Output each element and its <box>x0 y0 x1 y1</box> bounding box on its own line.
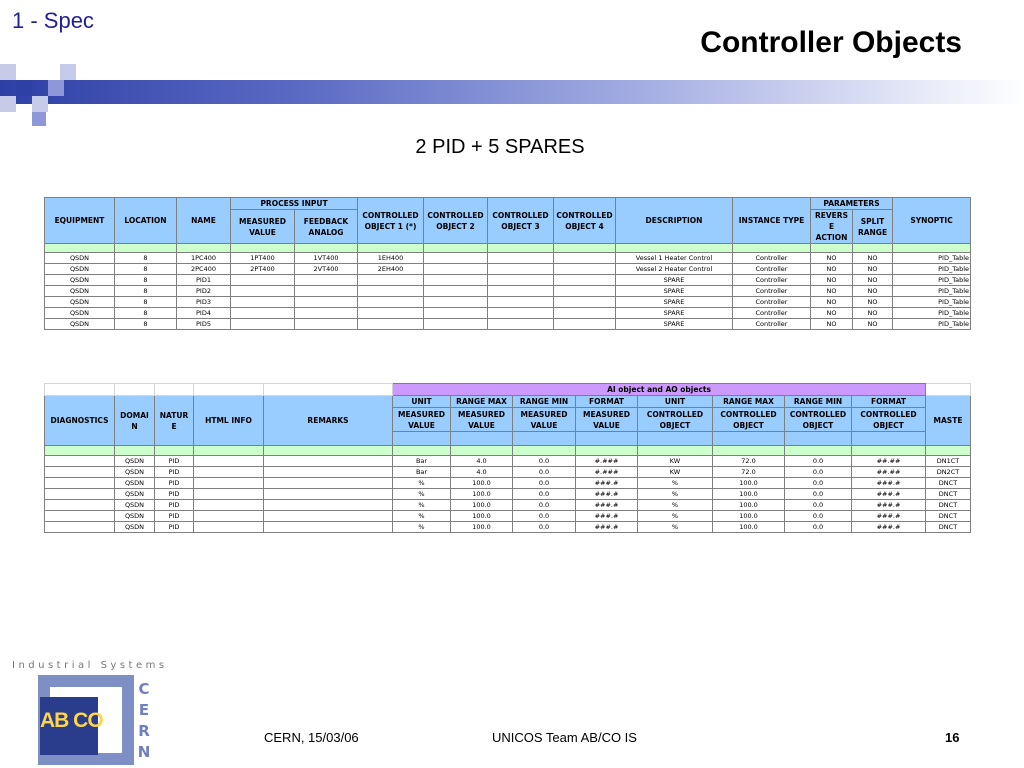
table-cell <box>231 308 295 319</box>
table-cell: 100.0 <box>451 500 513 511</box>
green-separator-row <box>45 244 971 253</box>
header-remarks: REMARKS <box>264 396 393 446</box>
header-controlled-object-2: CONTROLLED OBJECT 2 <box>424 198 488 244</box>
table-cell <box>554 297 616 308</box>
table-cell <box>554 253 616 264</box>
table-cell <box>231 319 295 330</box>
table-cell <box>264 489 393 500</box>
table-cell: SPARE <box>616 308 733 319</box>
table-cell: 100.0 <box>713 522 785 533</box>
table-cell: PID_Table <box>893 253 971 264</box>
table-cell <box>358 275 424 286</box>
controller-objects-table <box>44 197 971 330</box>
table-cell: 100.0 <box>451 522 513 533</box>
table-cell <box>488 297 554 308</box>
table-cell: Vessel 2 Heater Control <box>616 264 733 275</box>
table-row <box>45 286 971 297</box>
table-cell: NO <box>853 286 893 297</box>
table-row <box>45 308 971 319</box>
table-cell: DNCT <box>926 500 971 511</box>
table-cell: SPARE <box>616 297 733 308</box>
table-cell: QSDN <box>115 500 155 511</box>
table-cell: PID2 <box>177 286 231 297</box>
table-cell <box>424 297 488 308</box>
table-cell: % <box>393 500 451 511</box>
table-cell <box>194 511 264 522</box>
table-cell <box>554 308 616 319</box>
table-cell <box>194 467 264 478</box>
table-cell <box>488 275 554 286</box>
table-cell: DNCT <box>926 511 971 522</box>
table-cell: PID <box>155 467 194 478</box>
table-cell: % <box>393 478 451 489</box>
table-cell: 0.0 <box>785 500 852 511</box>
table-cell: Controller <box>733 297 811 308</box>
table-cell <box>488 308 554 319</box>
table-cell: QSDN <box>45 286 115 297</box>
header-diagnostics: DIAGNOSTICS <box>45 396 115 446</box>
table-cell: ###.# <box>576 522 638 533</box>
table-cell: 100.0 <box>451 511 513 522</box>
table-cell: NO <box>811 253 853 264</box>
table-cell: 0.0 <box>785 522 852 533</box>
table-cell: 8 <box>115 275 177 286</box>
table-cell: 2VT400 <box>295 264 358 275</box>
table-cell: PID_Table <box>893 319 971 330</box>
table-cell: Controller <box>733 264 811 275</box>
table-cell <box>45 456 115 467</box>
table-cell: PID4 <box>177 308 231 319</box>
table-row <box>45 319 971 330</box>
header-split-range: SPLIT RANGE <box>853 210 893 244</box>
table-cell <box>358 319 424 330</box>
table-cell: PID1 <box>177 275 231 286</box>
header-range-min-mv: RANGE MIN <box>513 396 576 408</box>
header-unit-mv-sub: MEASURED VALUE <box>393 408 451 432</box>
green-separator-row <box>45 446 971 456</box>
table-cell <box>424 319 488 330</box>
table-cell: NO <box>811 308 853 319</box>
table-cell: DNCT <box>926 489 971 500</box>
header-range-max-co: RANGE MAX <box>713 396 785 408</box>
header-master: MASTE <box>926 396 971 446</box>
table-cell: % <box>638 478 713 489</box>
table-cell: 8 <box>115 264 177 275</box>
table-cell: 0.0 <box>513 489 576 500</box>
table-cell: PID3 <box>177 297 231 308</box>
table-cell: ###.# <box>576 511 638 522</box>
header-format-mv: FORMAT <box>576 396 638 408</box>
table-cell: #.### <box>576 456 638 467</box>
header-controlled-object-4: CONTROLLED OBJECT 4 <box>554 198 616 244</box>
slide-title: Controller Objects <box>700 26 962 59</box>
table-cell: 4.0 <box>451 456 513 467</box>
table-cell: 2PT400 <box>231 264 295 275</box>
table-cell: 0.0 <box>513 500 576 511</box>
table-cell <box>264 467 393 478</box>
table-cell <box>45 489 115 500</box>
table-cell: 100.0 <box>713 511 785 522</box>
table-cell <box>45 478 115 489</box>
table-cell <box>424 264 488 275</box>
table-cell: 8 <box>115 308 177 319</box>
table-cell <box>554 319 616 330</box>
table-cell: DNCT <box>926 522 971 533</box>
table-cell: 4.0 <box>451 467 513 478</box>
table-cell: 0.0 <box>785 489 852 500</box>
table-cell: 8 <box>115 253 177 264</box>
table-cell: ###.# <box>576 489 638 500</box>
table-cell <box>554 286 616 297</box>
header-measured-value: MEASURED VALUE <box>231 210 295 244</box>
table-cell: PID <box>155 478 194 489</box>
table-cell: Controller <box>733 308 811 319</box>
table-cell <box>45 511 115 522</box>
table-cell: Controller <box>733 286 811 297</box>
table-cell: QSDN <box>115 478 155 489</box>
table-row <box>45 522 971 533</box>
header-range-min-co-sub: CONTROLLED OBJECT <box>785 408 852 432</box>
table-row <box>45 297 971 308</box>
table-cell <box>295 319 358 330</box>
table-cell: DN1CT <box>926 456 971 467</box>
table-cell: QSDN <box>115 467 155 478</box>
table-cell <box>358 286 424 297</box>
table-cell <box>358 297 424 308</box>
table-cell: 100.0 <box>451 489 513 500</box>
header-reverse-action: REVERS E ACTION <box>811 210 853 244</box>
table-cell: 8 <box>115 297 177 308</box>
footer-date: CERN, 15/03/06 <box>264 730 359 745</box>
table-cell: Controller <box>733 275 811 286</box>
table-cell: 2EH400 <box>358 264 424 275</box>
table-cell: 1VT400 <box>295 253 358 264</box>
table-cell: ###.# <box>852 478 926 489</box>
table-cell: QSDN <box>45 253 115 264</box>
table-cell: 8 <box>115 286 177 297</box>
table-cell: 72.0 <box>713 467 785 478</box>
table-cell: ###.# <box>852 511 926 522</box>
table-cell: 2PC400 <box>177 264 231 275</box>
table-cell: % <box>638 522 713 533</box>
table-row <box>45 264 971 275</box>
header-description: DESCRIPTION <box>616 198 733 244</box>
industrial-systems-text: Industrial Systems <box>12 660 168 671</box>
table-cell <box>424 275 488 286</box>
table-cell: Bar <box>393 456 451 467</box>
table-cell <box>264 522 393 533</box>
header-unit-co-sub: CONTROLLED OBJECT <box>638 408 713 432</box>
table-cell: NO <box>853 253 893 264</box>
table-cell: NO <box>853 297 893 308</box>
table-cell: 1PT400 <box>231 253 295 264</box>
table-cell <box>424 308 488 319</box>
table-cell <box>424 286 488 297</box>
table-cell: ###.# <box>852 500 926 511</box>
table-cell: QSDN <box>45 264 115 275</box>
table-cell: ##.## <box>852 456 926 467</box>
table-cell <box>488 264 554 275</box>
table-cell: NO <box>811 297 853 308</box>
header-ai-ao-objects: AI object and AO objects <box>393 384 926 396</box>
abco-logo <box>10 675 170 765</box>
header-parameters: PARAMETERS <box>811 198 893 210</box>
header-gradient-band <box>0 80 1024 104</box>
table-cell: 0.0 <box>513 478 576 489</box>
table-cell <box>358 308 424 319</box>
table-cell: SPARE <box>616 319 733 330</box>
table-cell <box>194 522 264 533</box>
table-cell: QSDN <box>45 319 115 330</box>
table-cell: DNCT <box>926 478 971 489</box>
table-cell: ##.## <box>852 467 926 478</box>
section-label: 1 - Spec <box>12 8 94 33</box>
table-row <box>45 500 971 511</box>
table-cell: SPARE <box>616 275 733 286</box>
table-row <box>45 478 971 489</box>
header-process-input: PROCESS INPUT <box>231 198 358 210</box>
table-cell: 0.0 <box>513 456 576 467</box>
table-cell: % <box>638 511 713 522</box>
table-cell: NO <box>811 286 853 297</box>
table-cell: SPARE <box>616 286 733 297</box>
table-cell: ###.# <box>576 500 638 511</box>
table-cell: PID_Table <box>893 286 971 297</box>
table-cell: Controller <box>733 319 811 330</box>
table-cell <box>488 319 554 330</box>
table-cell <box>231 297 295 308</box>
table-cell: PID <box>155 456 194 467</box>
table-cell <box>264 500 393 511</box>
table-cell: PID <box>155 511 194 522</box>
header-instance-type: INSTANCE TYPE <box>733 198 811 244</box>
table-cell: QSDN <box>115 511 155 522</box>
table-cell <box>194 489 264 500</box>
table-cell <box>45 467 115 478</box>
table-cell <box>488 253 554 264</box>
table-cell <box>295 297 358 308</box>
table-cell: ###.# <box>852 522 926 533</box>
table-cell: PID <box>155 522 194 533</box>
header-equipment: EQUIPMENT <box>45 198 115 244</box>
table-cell: PID5 <box>177 319 231 330</box>
header-controlled-object-1: CONTROLLED OBJECT 1 (*) <box>358 198 424 244</box>
header-range-max-co-sub: CONTROLLED OBJECT <box>713 408 785 432</box>
header-feedback-analog: FEEDBACK ANALOG <box>295 210 358 244</box>
table-cell: PID <box>155 500 194 511</box>
header-range-min-mv-sub: MEASURED VALUE <box>513 408 576 432</box>
table-cell: QSDN <box>115 456 155 467</box>
table-cell <box>264 478 393 489</box>
table-cell: NO <box>811 264 853 275</box>
header-format-co-sub: CONTROLLED OBJECT <box>852 408 926 432</box>
header-name: NAME <box>177 198 231 244</box>
table-cell: % <box>638 500 713 511</box>
table-cell: NO <box>811 275 853 286</box>
table-cell: #.### <box>576 467 638 478</box>
table-cell: 1EH400 <box>358 253 424 264</box>
table-cell: QSDN <box>45 308 115 319</box>
table-cell <box>295 308 358 319</box>
table-row <box>45 253 971 264</box>
table-cell <box>194 456 264 467</box>
header-range-max-mv: RANGE MAX <box>451 396 513 408</box>
table-cell: 0.0 <box>785 467 852 478</box>
table-cell <box>295 275 358 286</box>
table-cell: 100.0 <box>713 489 785 500</box>
header-unit-mv: UNIT <box>393 396 451 408</box>
header-controlled-object-3: CONTROLLED OBJECT 3 <box>488 198 554 244</box>
table-cell <box>194 500 264 511</box>
table-cell: PID_Table <box>893 308 971 319</box>
table-cell: Vessel 1 Heater Control <box>616 253 733 264</box>
table-cell: 0.0 <box>785 456 852 467</box>
table-cell: % <box>393 489 451 500</box>
table-cell <box>295 286 358 297</box>
header-location: LOCATION <box>115 198 177 244</box>
table-cell: 100.0 <box>713 500 785 511</box>
table-row <box>45 456 971 467</box>
table-row <box>45 489 971 500</box>
table-cell: PID_Table <box>893 264 971 275</box>
table-row <box>45 275 971 286</box>
table-cell <box>554 264 616 275</box>
table-cell: QSDN <box>45 275 115 286</box>
table-cell <box>554 275 616 286</box>
table-cell: QSDN <box>45 297 115 308</box>
footer-page-number: 16 <box>945 730 960 745</box>
table-cell: DN2CT <box>926 467 971 478</box>
header-nature: NATUR E <box>155 396 194 446</box>
table-cell: 1PC400 <box>177 253 231 264</box>
table-cell: % <box>393 511 451 522</box>
table-cell: PID_Table <box>893 297 971 308</box>
table-cell <box>424 253 488 264</box>
header-html-info: HTML INFO <box>194 396 264 446</box>
table-cell: PID <box>155 489 194 500</box>
header-format-mv-sub: MEASURED VALUE <box>576 408 638 432</box>
header-range-min-co: RANGE MIN <box>785 396 852 408</box>
table-cell: 0.0 <box>513 467 576 478</box>
table-cell <box>231 275 295 286</box>
header-domain: DOMAI N <box>115 396 155 446</box>
table-cell: PID_Table <box>893 275 971 286</box>
abco-logo-text: AB CO <box>40 709 103 732</box>
header-unit-co: UNIT <box>638 396 713 408</box>
table-cell: 100.0 <box>713 478 785 489</box>
table-cell: KW <box>638 456 713 467</box>
table-cell <box>45 500 115 511</box>
table-cell <box>231 286 295 297</box>
table-cell: NO <box>853 275 893 286</box>
table-cell <box>194 478 264 489</box>
ai-ao-objects-table <box>44 383 971 533</box>
table-cell: NO <box>853 319 893 330</box>
table-cell: % <box>393 522 451 533</box>
table-cell: Controller <box>733 253 811 264</box>
table-cell: 0.0 <box>513 522 576 533</box>
table-row <box>45 467 971 478</box>
table-cell <box>488 286 554 297</box>
cern-vertical-text: CERN <box>137 680 151 761</box>
table-cell: 0.0 <box>785 511 852 522</box>
slide-subtitle: 2 PID + 5 SPARES <box>415 136 585 158</box>
table-cell: QSDN <box>115 522 155 533</box>
table-cell: 0.0 <box>513 511 576 522</box>
table-cell: NO <box>811 319 853 330</box>
table-row <box>45 511 971 522</box>
table-cell: NO <box>853 308 893 319</box>
table-cell <box>45 522 115 533</box>
table-cell: Bar <box>393 467 451 478</box>
table-cell: KW <box>638 467 713 478</box>
table-cell: 72.0 <box>713 456 785 467</box>
table-cell: 0.0 <box>785 478 852 489</box>
header-synoptic: SYNOPTIC <box>893 198 971 244</box>
table-cell: ###.# <box>576 478 638 489</box>
table-cell: % <box>638 489 713 500</box>
header-range-max-mv-sub: MEASURED VALUE <box>451 408 513 432</box>
footer-team: UNICOS Team AB/CO IS <box>492 730 637 745</box>
table-cell: 8 <box>115 319 177 330</box>
header-format-co: FORMAT <box>852 396 926 408</box>
table-cell: QSDN <box>115 489 155 500</box>
table-cell <box>264 456 393 467</box>
table-cell <box>264 511 393 522</box>
table-cell: ###.# <box>852 489 926 500</box>
table-cell: NO <box>853 264 893 275</box>
table-cell: 100.0 <box>451 478 513 489</box>
